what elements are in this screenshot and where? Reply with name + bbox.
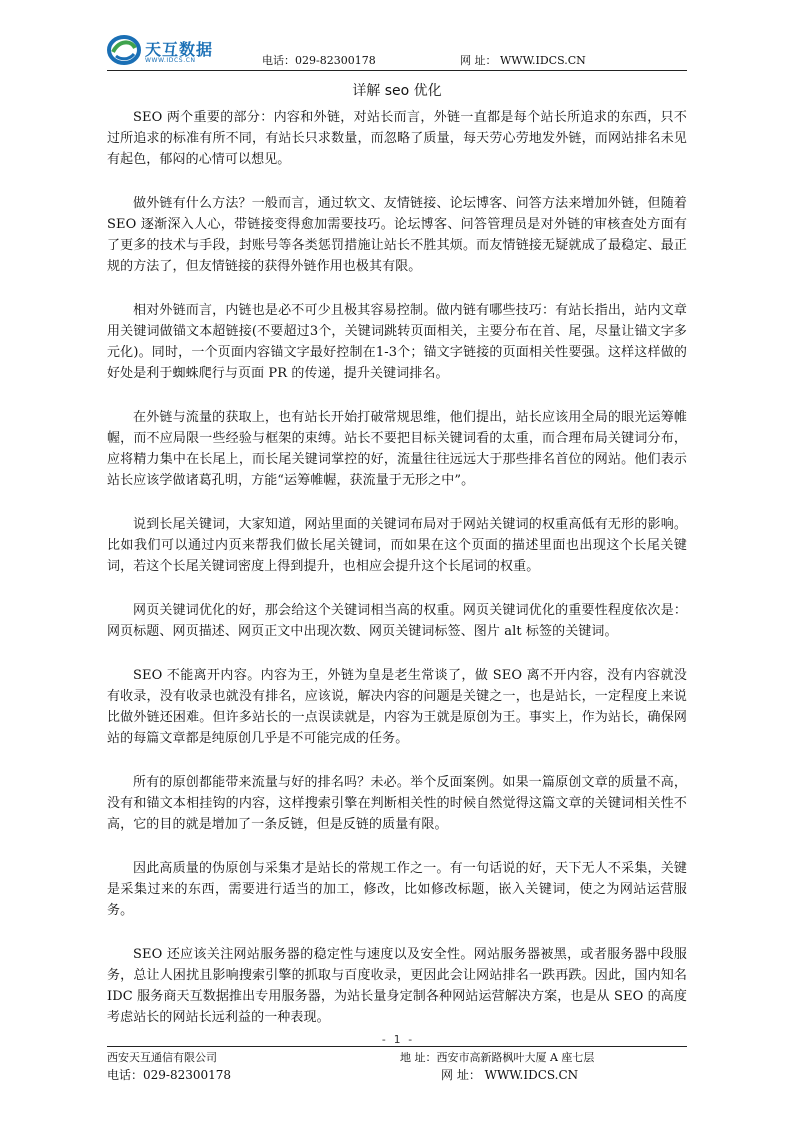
footer-company: 西安天互通信有限公司: [107, 1051, 217, 1064]
paragraph-1: SEO 两个重要的部分：内容和外链，对站长而言，外链一直都是每个站长所追求的东西，只不过所追求的标准有所不同，有站长只求数量，而忽略了质量，每天劳心劳地发外链，而网站排名未见有起色，郁闷的心情可以想见。: [107, 110, 687, 167]
page-header: [107, 30, 687, 70]
logo-swirl-icon: [107, 34, 141, 66]
paragraph-2: 做外链有什么方法？一般而言，通过软文、友情链接、论坛博客、问答方法来增加外链，但随着 SEO 逐渐深入人心，带链接变得愈加需要技巧。论坛博客、问答管理员是对外链的审核查处方面有了更多的技术与手段，封账号等各类惩罚措施让站长不胜其烦。而友情链接无疑就成了最稳定、最正规的方法了，但友情链接的获得外链作用也极其有限。: [107, 196, 687, 274]
company-logo: [107, 34, 227, 68]
paragraph-4: 在外链与流量的获取上，也有站长开始打破常规思维，他们提出，站长应该用全局的眼光运筹帷幄，而不应局限一些经验与框架的束缚。站长不要把目标关键词看的太重，而合理布局关键词分布，应将精力集中在长尾上，而长尾关键词掌控的好，流量往往远远大于那些排名首位的网站。他们表示站长应该学做诸葛孔明，方能“运筹帷幄，获流量于无形之中”。: [107, 410, 687, 488]
paragraph-8: 所有的原创都能带来流量与好的排名吗？未必。举个反面案例。如果一篇原创文章的质量不高，没有和锚文本相挂钩的内容，这样搜索引擎在判断相关性的时候自然觉得这篇文章的关键词相关性不高，它的目的就是增加了一条反链，但是反链的质量有限。: [107, 775, 687, 832]
paragraph-5: 说到长尾关键词，大家知道，网站里面的关键词布局对于网站关键词的权重高低有无形的影响。比如我们可以通过内页来帮我们做长尾关键词，而如果在这个页面的描述里面也出现这个长尾关键词，若这个长尾关键词密度上得到提升，也相应会提升这个长尾词的权重。: [107, 517, 687, 574]
header-divider: [107, 70, 687, 71]
logo-url: WWW.IDCS.CN: [145, 57, 196, 64]
document-title: 详解 seo 优化: [352, 83, 442, 99]
paragraph-6: 网页关键词优化的好，那会给这个关键词相当高的权重。网页关键词优化的重要性程度依次是：网页标题、网页描述、网页正文中出现次数、网页关键词标签、图片 alt 标签的关键词。: [107, 603, 687, 639]
footer-divider: [107, 1046, 687, 1047]
paragraph-10: SEO 还应该关注网站服务器的稳定性与速度以及安全性。网站服务器被黑，或者服务器中段服务，总让人困扰且影响搜索引擎的抓取与百度收录，更因此会让网站排名一跌再跌。因此，国内知名 IDC 服务商天互数据推出专用服务器，为站长量身定制各种网站运营解决方案，也是从 SEO 的高度考虑站长的网站长远利益的一种表现。: [107, 947, 687, 1025]
paragraph-3: 相对外链而言，内链也是必不可少且极其容易控制。做内链有哪些技巧：有站长指出，站内文章用关键词做锚文本超链接(不要超过3个，关键词跳转页面相关，主要分布在首、尾，尽量让锚文字多元化)。同时，一个页面内容锚文字最好控制在1-3个；锚文字链接的页面相关性要强。这样这样做的好处是利于蜘蛛爬行与页面 PR 的传递，提升关键词排名。: [107, 303, 687, 381]
paragraph-7: SEO 不能离开内容。内容为王，外链为皇是老生常谈了，做 SEO 离不开内容，没有内容就没有收录，没有收录也就没有排名，应该说，解决内容的问题是关键之一，也是站长，一定程度上来说比做外链还困难。但许多站长的一点误读就是，内容为王就是原创为王。事实上，作为站长，确保网站的每篇文章都是纯原创几乎是不可能完成的任务。: [107, 668, 687, 746]
page-number: - 1 -: [380, 1033, 414, 1046]
footer-address: 地 址：西安市高新路枫叶大厦 A 座七层: [400, 1051, 595, 1064]
footer-phone: 电话：029-82300178: [107, 1068, 232, 1082]
article-body: [107, 107, 687, 1051]
header-website: 网 址： WWW.IDCS.CN: [460, 54, 586, 67]
footer-website: 网 址： WWW.IDCS.CN: [441, 1068, 579, 1082]
paragraph-9: 因此高质量的伪原创与采集才是站长的常规工作之一。有一句话说的好，天下无人不采集，关键是采集过来的东西，需要进行适当的加工，修改，比如修改标题，嵌入关键词，使之为网站运营服务。: [107, 861, 687, 918]
header-phone: 电话：029-82300178: [262, 54, 376, 67]
logo-name: 天互数据: [145, 40, 214, 59]
